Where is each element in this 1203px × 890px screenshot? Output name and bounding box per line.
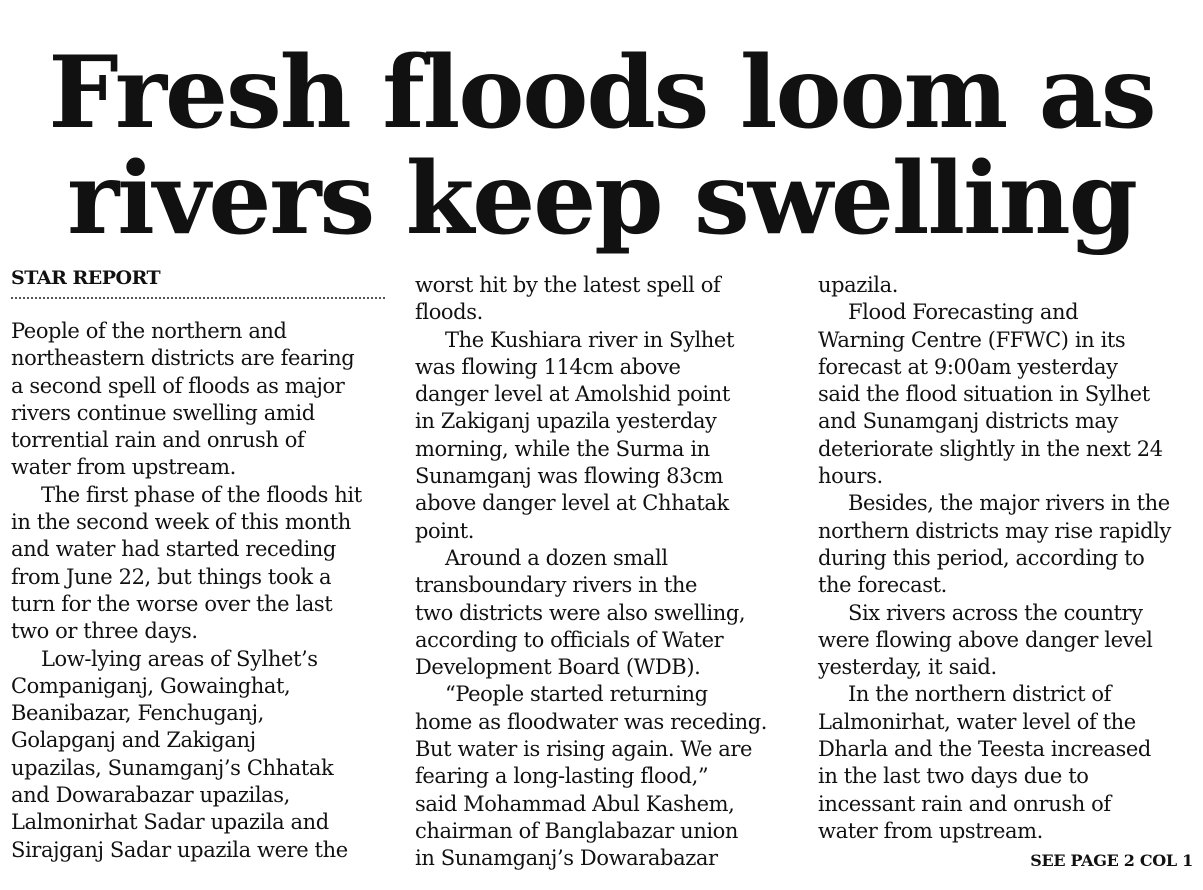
- article-text-line: rivers continue swelling amid: [11, 400, 315, 425]
- article-text-line: upazilas, Sunamganj’s Chhatak: [11, 755, 334, 780]
- article-text-line: upazila.: [818, 273, 898, 297]
- article-text-line: Sunamganj was flowing 83cm: [415, 464, 723, 489]
- article-text-line: Around a dozen small: [445, 545, 668, 570]
- article-text-line: water from upstream.: [818, 818, 1043, 843]
- article-text-line: Companiganj, Gowainghat,: [11, 673, 291, 698]
- article-text-line: deteriorate slightly in the next 24: [818, 436, 1163, 461]
- article-text-line: Dharla and the Teesta increased: [818, 737, 1151, 762]
- article-text-line: from June 22, but things took a: [11, 564, 332, 589]
- article-text-line: In the northern district of: [848, 682, 1112, 707]
- article-text-line: in the last two days due to: [818, 764, 1089, 789]
- article-column-2: [415, 272, 767, 873]
- article-text-line: Low-lying areas of Sylhet’s: [41, 646, 318, 671]
- article-text-line: turn for the worse over the last: [11, 591, 333, 616]
- article-text-line: yesterday, it said.: [818, 655, 997, 680]
- headline-line-2: rivers keep swelling: [67, 141, 1136, 257]
- article-text-line: in Zakiganj upazila yesterday: [415, 409, 717, 434]
- article-text-line: two or three days.: [11, 619, 198, 644]
- article-text-line: transboundary rivers in the: [415, 573, 698, 598]
- article-text-line: the forecast.: [818, 573, 947, 598]
- article-text-line: Lalmonirhat, water level of the: [818, 709, 1136, 734]
- byline: STAR REPORT: [11, 265, 385, 299]
- headline: [0, 35, 1203, 257]
- continuation-jump-line: SEE PAGE 2 COL 1: [1030, 851, 1193, 870]
- article-text-line: morning, while the Surma in: [415, 436, 710, 461]
- article-text-line: danger level at Amolshid point: [415, 382, 730, 407]
- article-text-line: above danger level at Chhatak: [415, 491, 729, 516]
- article-column-3: [818, 272, 1171, 845]
- article-text-line: floods.: [415, 300, 483, 325]
- article-text-line: was flowing 114cm above: [415, 354, 681, 379]
- article-text-line: Beanibazar, Fenchuganj,: [11, 701, 264, 726]
- article-text-line: Lalmonirhat Sadar upazila and: [11, 810, 329, 835]
- article-text-line: torrential rain and onrush of: [11, 428, 305, 453]
- article-text-line: according to officials of Water: [415, 627, 724, 652]
- article-column-1: [11, 318, 362, 864]
- article-text-line: People of the northern and: [11, 319, 287, 343]
- article-text-line: Besides, the major rivers in the: [848, 491, 1170, 516]
- article-text-line: and water had started receding: [11, 537, 336, 562]
- article-text-line: water from upstream.: [11, 455, 236, 480]
- article-text-line: worst hit by the latest spell of: [415, 273, 721, 297]
- article-text-line: “People started returning: [445, 682, 708, 707]
- article-text-line: said Mohammad Abul Kashem,: [415, 791, 735, 816]
- article-text-line: chairman of Banglabazar union: [415, 818, 739, 843]
- article-text-line: Sirajganj Sadar upazila were the: [11, 837, 348, 862]
- article-text-line: Six rivers across the country: [848, 600, 1143, 625]
- article-text-line: Flood Forecasting and: [848, 300, 1079, 325]
- article-text-line: incessant rain and onrush of: [818, 791, 1111, 816]
- article-text-line: Development Board (WDB).: [415, 655, 701, 680]
- article-text-line: home as floodwater was receding.: [415, 709, 768, 734]
- article-text-line: But water is rising again. We are: [415, 737, 753, 762]
- article-text-line: Golapganj and Zakiganj: [11, 728, 256, 753]
- article-text-line: fearing a long-lasting flood,”: [415, 764, 709, 789]
- article-text-line: hours.: [818, 464, 883, 489]
- article-text-line: a second spell of floods as major: [11, 373, 345, 398]
- headline-line-1: Fresh floods loom as: [48, 35, 1155, 151]
- article-text-line: and Dowarabazar upazilas,: [11, 783, 290, 808]
- article-text-line: in Sunamganj’s Dowarabazar: [415, 846, 718, 871]
- article-text-line: two districts were also swelling,: [415, 600, 746, 625]
- article-text-line: were flowing above danger level: [818, 627, 1153, 652]
- article-text-line: forecast at 9:00am yesterday: [818, 354, 1118, 379]
- article-text-line: The Kushiara river in Sylhet: [445, 327, 734, 352]
- article-text-line: point.: [415, 518, 475, 543]
- article-text-line: northeastern districts are fearing: [11, 346, 355, 371]
- article-text-line: said the flood situation in Sylhet: [818, 382, 1150, 407]
- article-text-line: and Sunamganj districts may: [818, 409, 1118, 434]
- article-text-line: northern districts may rise rapidly: [818, 518, 1171, 543]
- article-text-line: during this period, according to: [818, 545, 1145, 570]
- article-text-line: Warning Centre (FFWC) in its: [818, 327, 1126, 352]
- article-text-line: in the second week of this month: [11, 510, 351, 535]
- article-text-line: The first phase of the floods hit: [41, 482, 362, 507]
